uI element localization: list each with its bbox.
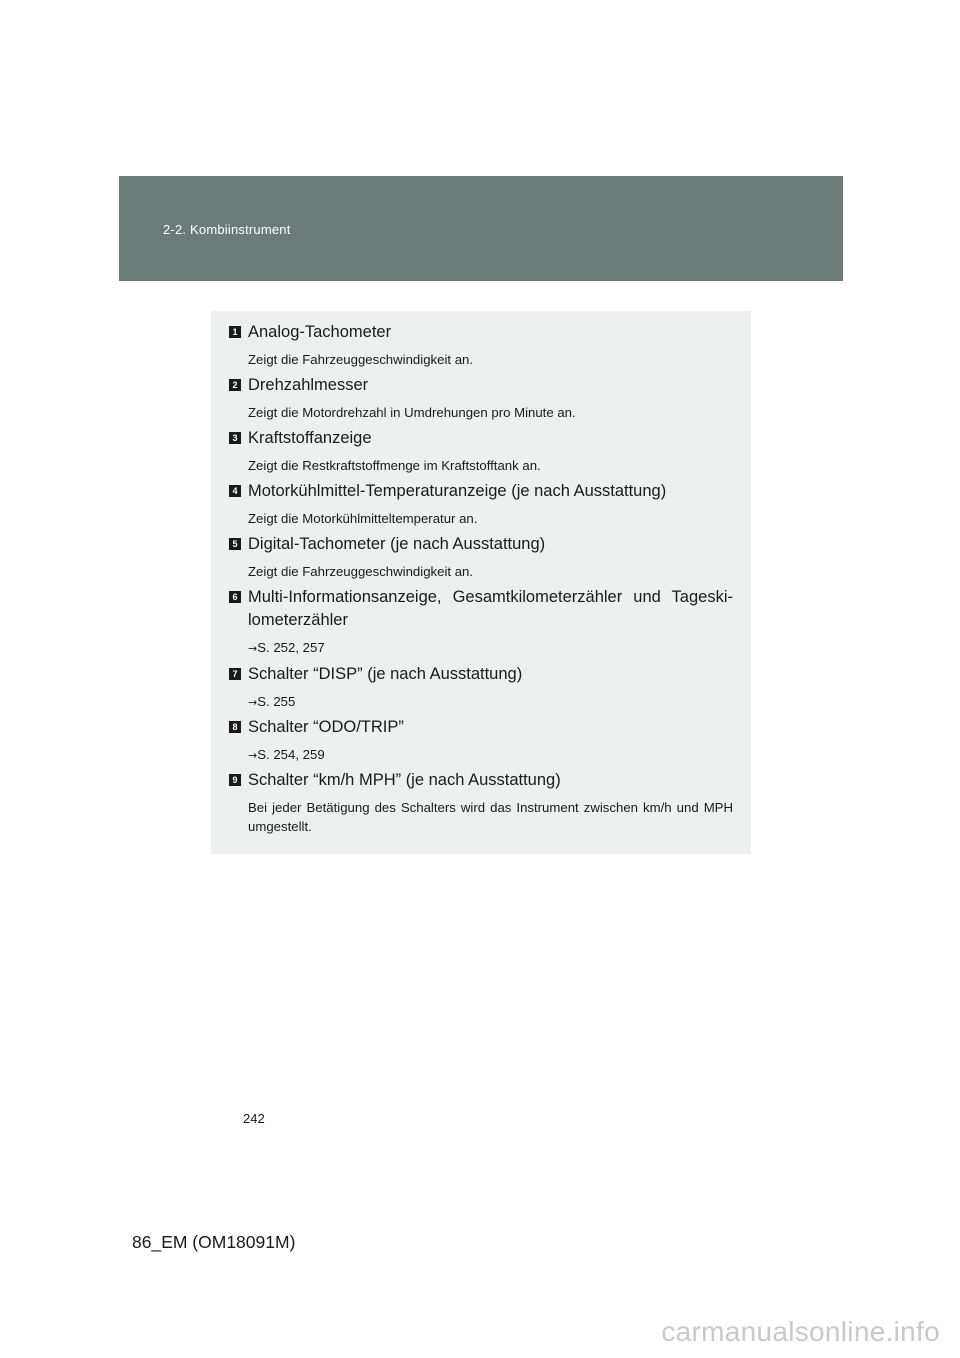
legend-item-9 xyxy=(229,769,733,836)
item-title: Motorkühlmittel-Temperaturanzeige (je nach Ausstattung) xyxy=(248,482,667,500)
number-marker: 1 xyxy=(229,326,241,338)
number-marker: 9 xyxy=(229,774,241,786)
number-marker: 7 xyxy=(229,668,241,680)
number-marker: 8 xyxy=(229,721,241,733)
document-id: 86_EM (OM18091M) xyxy=(132,1232,296,1252)
item-title: Kraftstoffanzeige xyxy=(248,429,372,447)
item-description: Zeigt die Motorkühlmitteltemperatur an. xyxy=(248,511,478,526)
item-title: Schalter “DISP” (je nach Ausstattung) xyxy=(248,665,523,683)
item-title: Digital-Tachometer (je nach Ausstattung) xyxy=(248,535,546,553)
reference-text: S. 254, 259 xyxy=(257,747,325,762)
watermark: carmanualsonline.info xyxy=(661,1316,940,1347)
legend-item-6 xyxy=(229,586,733,658)
arrow-icon: → xyxy=(248,696,258,709)
number-marker: 3 xyxy=(229,432,241,444)
page-reference xyxy=(248,692,733,712)
item-title: Schalter “ODO/TRIP” xyxy=(248,718,404,736)
page-number: 242 xyxy=(243,1111,265,1126)
page-reference xyxy=(248,745,733,765)
number-marker: 5 xyxy=(229,538,241,550)
legend-item-8 xyxy=(229,716,733,765)
legend-item-3 xyxy=(229,427,733,475)
number-marker: 6 xyxy=(229,591,241,603)
reference-text: S. 255 xyxy=(257,694,296,709)
legend-box xyxy=(211,311,751,854)
number-marker: 4 xyxy=(229,485,241,497)
item-description: Bei jeder Betätigung des Schalters wird das Instrument zwischen km/h und MPH umgestellt. xyxy=(248,800,733,834)
item-title: Schalter “km/h MPH” (je nach Ausstattung) xyxy=(248,771,561,789)
reference-text: S. 252, 257 xyxy=(257,640,325,655)
section-title: 2-2. Kombiinstrument xyxy=(163,222,291,237)
header-band xyxy=(119,176,843,281)
page-reference xyxy=(248,638,733,658)
item-title: Drehzahlmesser xyxy=(248,376,369,394)
arrow-icon: → xyxy=(248,749,258,762)
item-description: Zeigt die Restkraftstoffmenge im Kraftstofftank an. xyxy=(248,458,541,473)
legend-item-5 xyxy=(229,533,733,581)
item-title: Analog-Tachometer xyxy=(248,323,392,341)
number-marker: 2 xyxy=(229,379,241,391)
legend-item-4 xyxy=(229,480,733,528)
item-description: Zeigt die Fahrzeuggeschwindigkeit an. xyxy=(248,352,474,367)
item-description: Zeigt die Motordrehzahl in Umdrehungen pro Minute an. xyxy=(248,405,576,420)
legend-item-2 xyxy=(229,374,733,422)
legend-item-7 xyxy=(229,663,733,712)
arrow-icon: → xyxy=(248,642,258,655)
legend-item-1 xyxy=(229,321,733,369)
item-title: Multi-Informationsanzeige, Gesamtkilometerzähler und Tageski-lometerzähler xyxy=(248,588,733,629)
item-description: Zeigt die Fahrzeuggeschwindigkeit an. xyxy=(248,564,474,579)
